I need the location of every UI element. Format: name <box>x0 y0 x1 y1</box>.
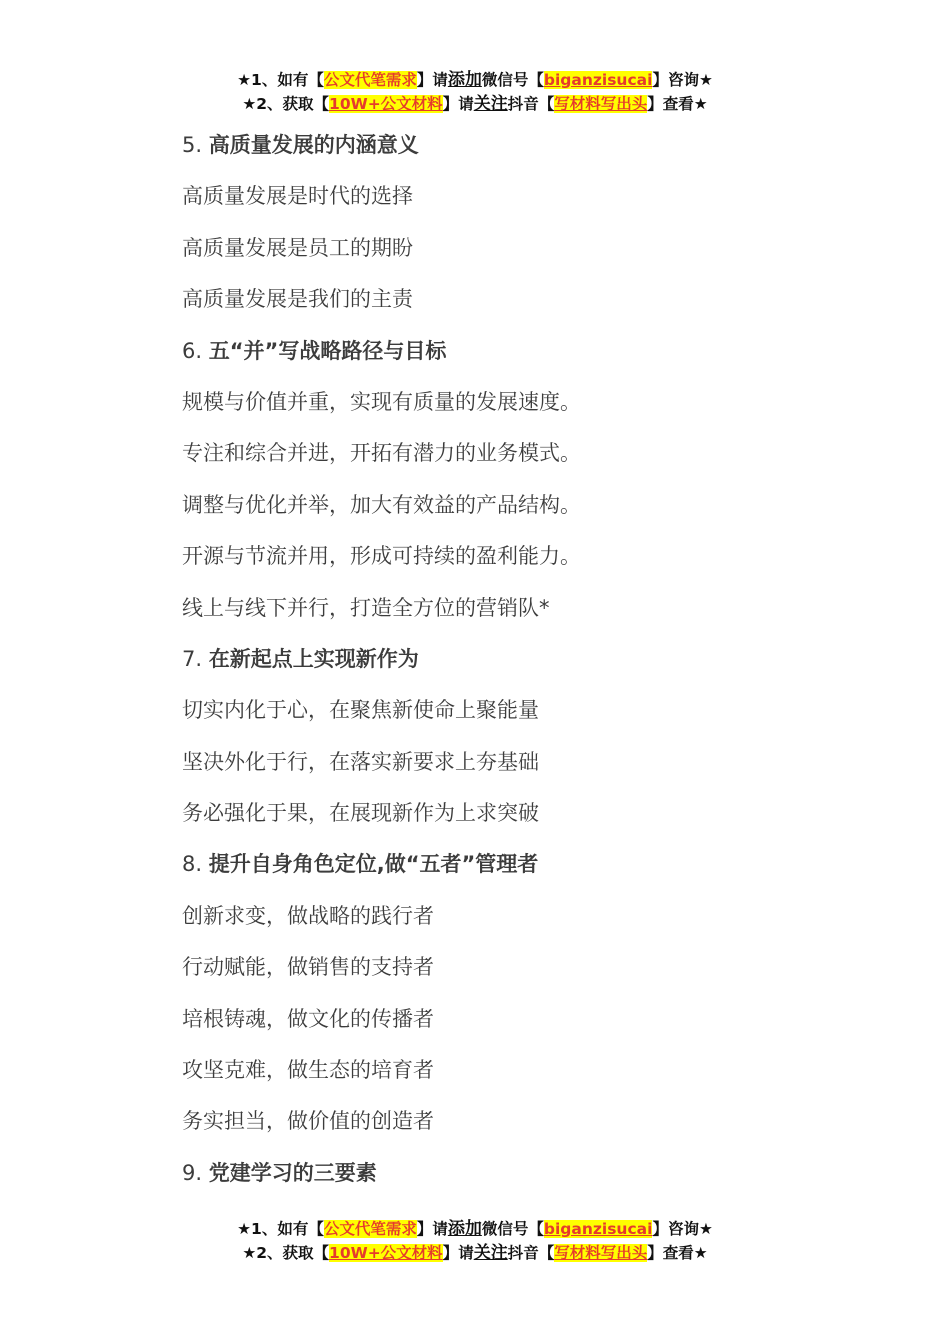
banner-highlight: 10W+公文材料 <box>329 1244 443 1262</box>
section-title: 在新起点上实现新作为 <box>208 646 419 671</box>
banner-line-1 <box>0 1217 950 1241</box>
banner-douyin-id: 写材料写出头 <box>554 95 648 113</box>
banner-douyin-id: 写材料写出头 <box>554 1244 648 1262</box>
banner-emphasis: 添加 <box>447 70 482 90</box>
section-number: 8. <box>182 852 209 877</box>
banner-wechat-id: biganzisucai <box>543 71 653 89</box>
banner-text: 微信号【 <box>481 71 544 89</box>
footer-banner <box>0 1217 950 1265</box>
list-item: 切实内化于心，在聚焦新使命上聚能量 <box>182 698 539 723</box>
banner-emphasis: 关注 <box>473 94 508 114</box>
section-heading <box>182 334 802 385</box>
section-title: 提升自身角色定位,做“五者”管理者 <box>208 852 539 877</box>
header-banner <box>0 68 950 116</box>
banner-line-2 <box>0 1241 950 1265</box>
banner-text: 】请 <box>442 95 474 113</box>
list-item: 高质量发展是员工的期盼 <box>182 235 413 260</box>
list-item: 高质量发展是时代的选择 <box>182 184 413 209</box>
section-number: 6. <box>182 338 209 363</box>
section-title: 高质量发展的内涵意义 <box>208 133 419 157</box>
list-item: 坚决外化于行，在落实新要求上夯基础 <box>182 749 539 774</box>
list-item: 培根铸魂，做文化的传播者 <box>182 1006 434 1031</box>
section-title: 党建学习的三要素 <box>208 1160 377 1185</box>
section-heading <box>182 847 802 898</box>
section-number: 5. <box>182 133 209 157</box>
section-number: 9. <box>182 1160 209 1185</box>
banner-line-1 <box>0 68 950 92</box>
list-item: 务必强化于果，在展现新作为上求突破 <box>182 801 539 826</box>
banner-text: ★1、如有【 <box>237 1220 324 1238</box>
document-body <box>182 128 802 1207</box>
list-item: 行动赋能，做销售的支持者 <box>182 955 434 980</box>
section-number: 7. <box>182 646 209 671</box>
banner-text: 】咨询★ <box>652 1220 713 1238</box>
banner-line-2 <box>0 92 950 116</box>
list-item: 攻坚克难，做生态的培育者 <box>182 1058 434 1083</box>
banner-text: ★2、获取【 <box>242 1244 330 1262</box>
banner-highlight: 公文代笔需求 <box>323 71 417 89</box>
banner-emphasis: 添加 <box>447 1219 482 1239</box>
banner-text: 】查看★ <box>647 1244 708 1262</box>
list-item: 规模与价值并重，实现有质量的发展速度。 <box>182 389 581 414</box>
banner-text: 微信号【 <box>481 1220 544 1238</box>
banner-text: 】咨询★ <box>652 71 713 89</box>
list-item: 高质量发展是我们的主责 <box>182 287 413 312</box>
section-heading <box>182 642 802 693</box>
banner-text: ★1、如有【 <box>237 71 324 89</box>
banner-text: 抖音【 <box>507 95 555 113</box>
banner-wechat-id: biganzisucai <box>543 1220 653 1238</box>
banner-text: ★2、获取【 <box>242 95 330 113</box>
banner-text: 】请 <box>416 71 448 89</box>
banner-text: 】请 <box>416 1220 448 1238</box>
banner-emphasis: 关注 <box>473 1243 508 1263</box>
section-heading <box>182 128 802 179</box>
list-item: 专注和综合并进，开拓有潜力的业务模式。 <box>182 441 581 466</box>
banner-text: 】请 <box>442 1244 474 1262</box>
list-item: 创新求变，做战略的践行者 <box>182 903 434 928</box>
list-item: 开源与节流并用，形成可持续的盈利能力。 <box>182 544 581 569</box>
banner-highlight: 公文代笔需求 <box>323 1220 417 1238</box>
list-item: 线上与线下并行，打造全方位的营销队* <box>182 595 550 620</box>
section-heading <box>182 1156 802 1207</box>
banner-text: 抖音【 <box>507 1244 555 1262</box>
list-item: 调整与优化并举，加大有效益的产品结构。 <box>182 492 581 517</box>
banner-text: 】查看★ <box>647 95 708 113</box>
banner-highlight: 10W+公文材料 <box>329 95 443 113</box>
section-title: 五“并”写战略路径与目标 <box>208 338 447 363</box>
list-item: 务实担当，做价值的创造者 <box>182 1109 434 1134</box>
